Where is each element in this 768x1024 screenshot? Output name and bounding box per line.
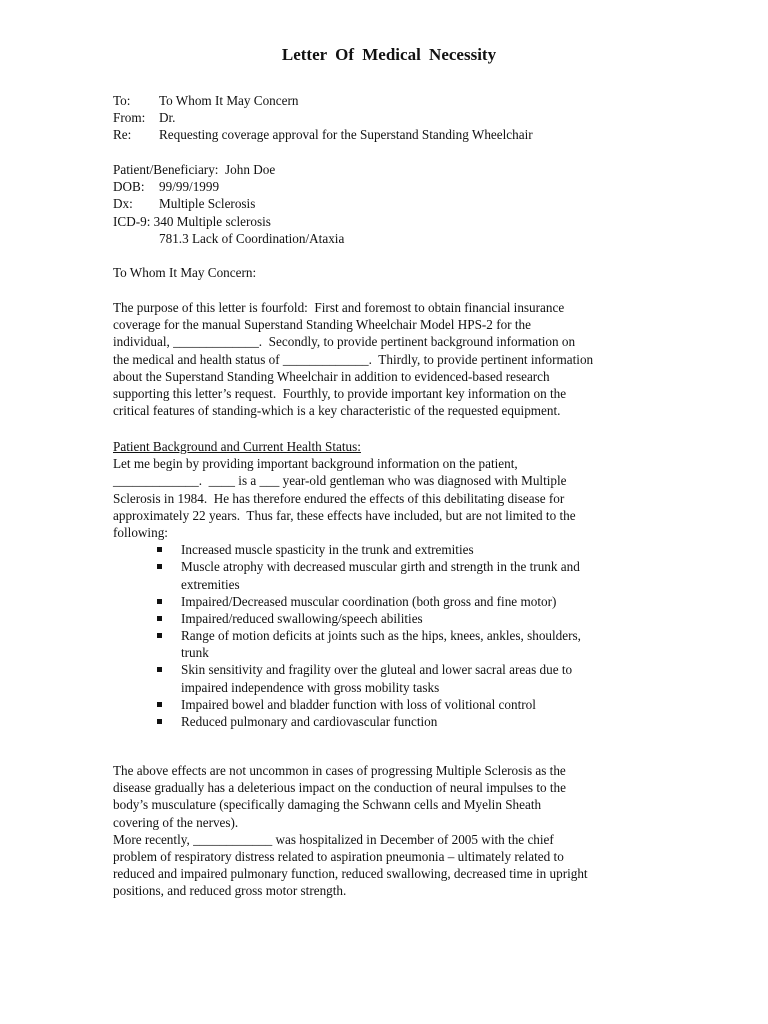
background-section [113,438,653,730]
list-item-text: Increased muscle spasticity in the trunk and extremities [181,542,474,558]
list-item [113,661,651,695]
icd-line-2: 781.3 Lack of Coordination/Ataxia [159,230,345,246]
salutation-text: To Whom It May Concern: [113,265,257,280]
closing-line: body’s musculature (specifically damaging the Schwann cells and Myelin Sheath [113,797,542,813]
letter-header [113,92,653,144]
list-item [113,627,651,661]
background-line: _____________. ____ is a ___ year-old gentleman who was diagnosed with Multiple [113,473,567,489]
dx-line [113,195,653,212]
re-line [113,126,653,143]
to-line [113,92,653,109]
list-item [113,541,651,558]
list-item-text: Impaired/reduced swallowing/speech abilities [181,610,423,626]
list-item [113,610,651,627]
bullet-icon [157,719,162,724]
bullet-icon [157,547,162,552]
list-item [113,696,651,713]
list-item-text: Reduced pulmonary and cardiovascular function [181,714,438,729]
list-item-text: Muscle atrophy with decreased muscular girth and strength in the trunk and [181,559,580,575]
closing-line: problem of respiratory distress related to aspiration pneumonia – ultimately related to [113,848,564,864]
icd-line-1: ICD-9: 340 Multiple sclerosis [113,213,271,229]
dob-label: DOB: [113,179,145,195]
dob-line [113,178,653,195]
intro-line: The purpose of this letter is fourfold: First and foremost to obtain financial insurance [113,300,565,315]
salutation [113,264,653,281]
effects-list [113,541,653,730]
intro-line: critical features of standing-which is a key characteristic of the requested equipment. [113,403,561,419]
bullet-icon [157,599,162,604]
background-line: Sclerosis in 1984. He has therefore endured the effects of this debilitating disease for [113,490,565,506]
background-line: following: [113,524,168,540]
list-item [113,713,651,730]
bullet-icon [157,702,162,707]
to-value: To Whom It May Concern [159,93,299,108]
from-label: From: [113,110,146,126]
re-value: Requesting coverage approval for the Superstand Standing Wheelchair [159,127,533,143]
intro-line: coverage for the manual Superstand Standing Wheelchair Model HPS-2 for the [113,317,531,333]
list-item-text: Skin sensitivity and fragility over the gluteal and lower sacral areas due to [181,662,573,678]
bullet-icon [157,564,162,569]
list-item-text: extremities [181,576,240,592]
intro-line: the medical and health status of _____________. Thirdly, to provide pertinent information [113,351,594,367]
closing-line: reduced and impaired pulmonary function, reduced swallowing, decreased time in upright [113,866,588,882]
dx-value: Multiple Sclerosis [159,196,256,212]
from-line [113,109,653,126]
document-title: Letter Of Medical Necessity [281,45,497,64]
to-label: To: [113,93,131,108]
list-item [113,558,651,592]
bullet-icon [157,667,162,672]
list-item-text: Impaired bowel and bladder function with loss of volitional control [181,696,536,712]
list-item-text: trunk [181,645,209,661]
intro-line: individual, _____________. Secondly, to provide pertinent background information on [113,334,576,350]
from-value: Dr. [159,110,176,126]
list-item-text: Range of motion deficits at joints such as the hips, knees, ankles, shoulders, [181,628,581,644]
closing-line: covering of the nerves). [113,814,239,830]
closing-paragraph [113,762,653,900]
bullet-icon [157,633,162,638]
closing-line: disease gradually has a deleterious impact on the conduction of neural impulses to the [113,780,567,796]
dob-value: 99/99/1999 [159,179,220,195]
intro-line: about the Superstand Standing Wheelchair in addition to evidenced-based research [113,368,550,384]
beneficiary-line: Patient/Beneficiary: John Doe [113,162,276,177]
closing-line: The above effects are not uncommon in cases of progressing Multiple Sclerosis as the [113,763,566,778]
background-line: Let me begin by providing important background information on the patient, [113,456,518,472]
list-item [113,593,651,610]
intro-line: supporting this letter’s request. Fourthly, to provide important key information on the [113,385,567,401]
patient-info [113,161,653,247]
list-item-text: impaired independence with gross mobility tasks [181,679,440,695]
dx-label: Dx: [113,196,133,212]
re-label: Re: [113,127,132,143]
bullet-icon [157,616,162,621]
closing-line: More recently, ____________ was hospitalized in December of 2005 with the chief [113,831,554,847]
background-heading: Patient Background and Current Health Status: [113,439,361,454]
intro-paragraph [113,299,653,419]
closing-line: positions, and reduced gross motor strength. [113,883,347,899]
list-item-text: Impaired/Decreased muscular coordination (both gross and fine motor) [181,593,557,609]
background-line: approximately 22 years. Thus far, these effects have included, but are not limited to the [113,507,576,523]
